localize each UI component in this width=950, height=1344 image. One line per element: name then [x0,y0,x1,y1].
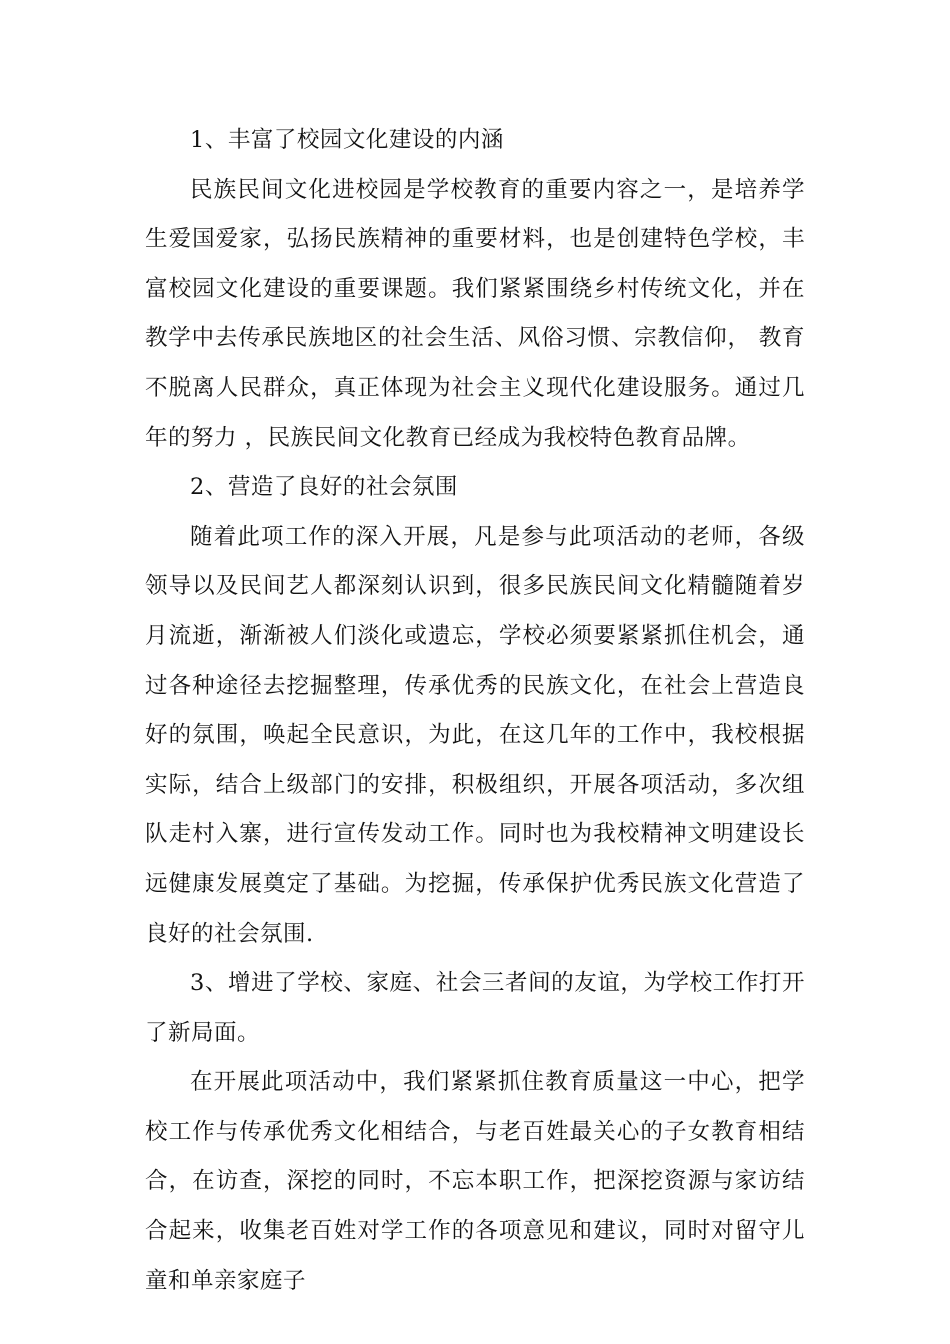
section-1-body: 民族民间文化进校园是学校教育的重要内容之一，是培养学生爱国爱家，弘扬民族精神的重要材料，也是创建特色学校，丰富校园文化建设的重要课题。我们紧紧围绕乡村传统文化，并在教学中去传承民族地区的社会生活、风俗习惯、宗教信仰， 教育 不脱离人民群众，真正体现为社会主义现代化建设服务。通过几年的努力 ，民族民间文化教育已经成为我校特色教育品牌。 [145,176,805,451]
section-3-body: 在开展此项活动中，我们紧紧抓住教育质量这一中心，把学校工作与传承优秀文化相结合，与老百姓最关心的子女教育相结合，在访查，深挖的同时，不忘本职工作，把深挖资源与家访结合起来，收集老百姓对学工作的各项意见和建议，同时对留守儿童和单亲家庭子 [145,1069,805,1294]
section-2-body: 随着此项工作的深入开展，凡是参与此项活动的老师，各级领导以及民间艺人都深刻认识到，很多民族民间文化精髓随着岁月流逝，渐渐被人们淡化或遗忘，学校必须要紧紧抓住机会，通过各种途径去挖掘整理，传承优秀的民族文化，在社会上营造良好的氛围，唤起全民意识，为此，在这几年的工作中，我校根据实际，结合上级部门的安排，积极组织，开展各项活动，多次组队走村入寨，进行宣传发动工作。同时也为我校精神文明建设长远健康发展奠定了基础。为挖掘，传承保护优秀民族文化营造了良好的社会氛围. [145,523,805,947]
document-content [145,116,805,1306]
section-3-heading: 3、增进了学校、家庭、社会三者间的友谊，为学校工作打开了新局面。 [145,970,805,1046]
section-2-heading: 2、营造了良好的社会氛围 [190,474,458,501]
section-1-heading: 1、丰富了校园文化建设的内涵 [190,127,504,153]
